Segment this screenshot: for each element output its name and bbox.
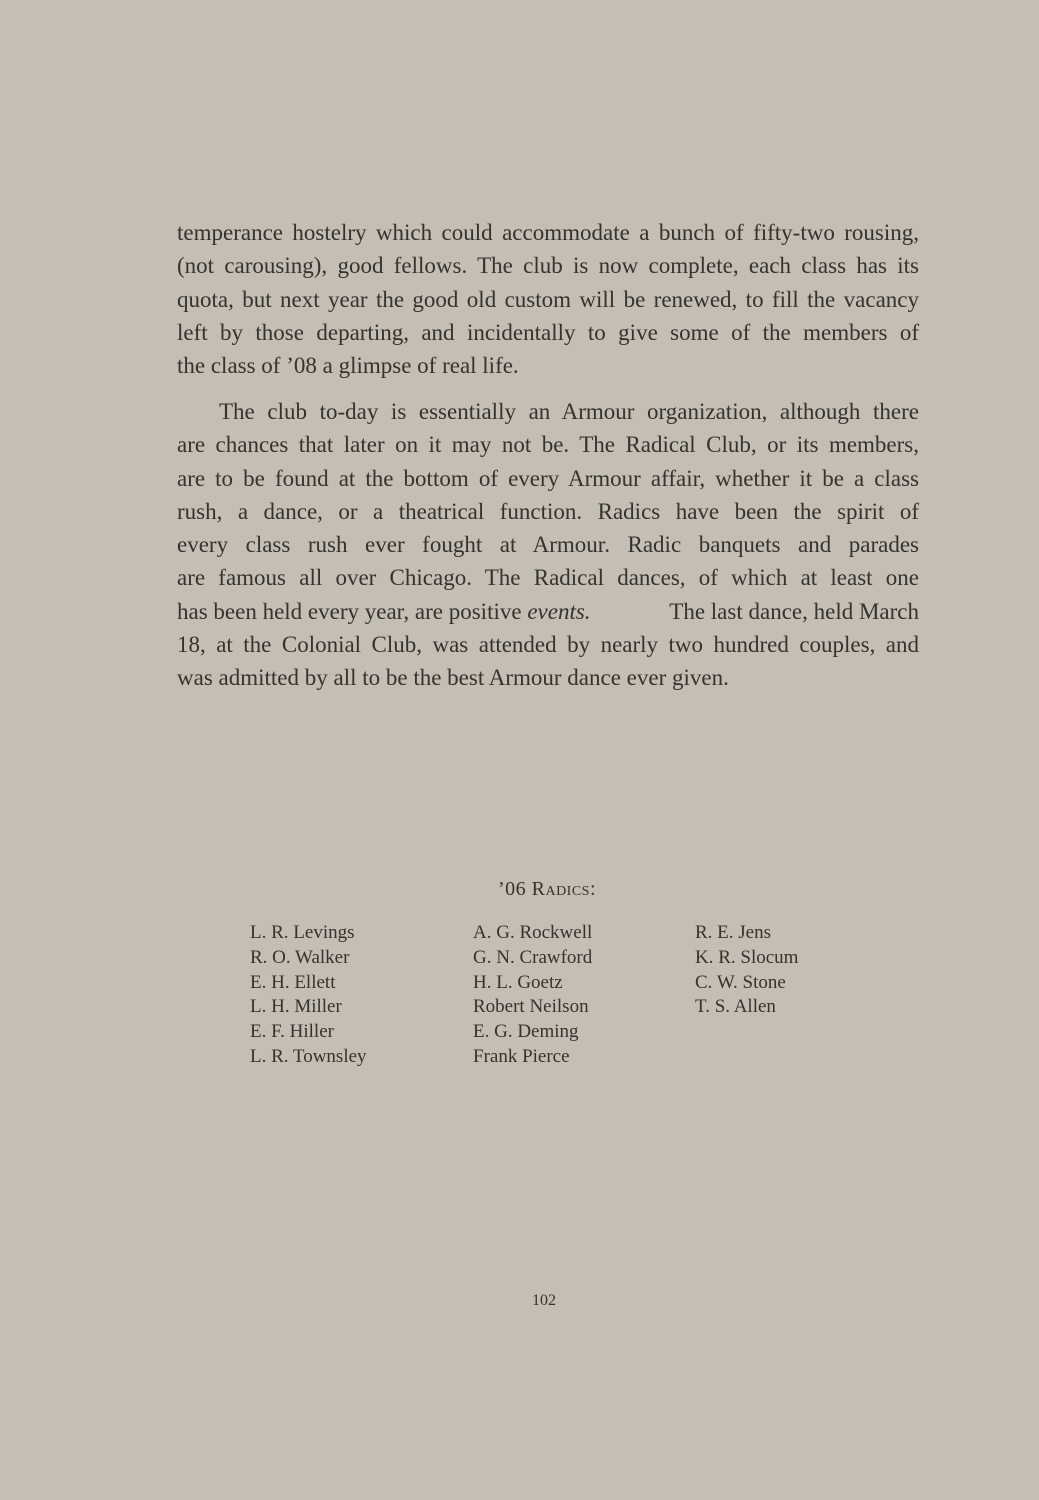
text-line: are chances that later on it may not be. The Radical Club, or its members, <box>177 432 919 458</box>
text-line: The club to-day is essentially an Armour organization, although there <box>219 399 919 424</box>
paragraph-2 <box>177 395 919 695</box>
member-name: E. H. Ellett <box>250 971 336 993</box>
member-name: L. H. Miller <box>250 996 342 1018</box>
roster-column-1 <box>250 921 367 1070</box>
member-name: E. F. Hiller <box>250 1021 334 1043</box>
text-line: are famous all over Chicago. The Radical dances, of which at least one <box>177 565 919 591</box>
member-name: Frank Pierce <box>473 1045 570 1067</box>
member-name: A. G. Rockwell <box>473 922 593 943</box>
member-name: L. R. Townsley <box>250 1045 367 1067</box>
text-line: 18, at the Colonial Club, was attended by nearly two hundred couples, and <box>177 632 919 658</box>
member-name: C. W. Stone <box>695 971 786 993</box>
page-number: 102 <box>532 1292 556 1309</box>
text-line: quota, but next year the good old custom will be renewed, to fill the vacancy <box>177 286 919 312</box>
member-name: G. N. Crawford <box>473 946 593 968</box>
text-line: the class of ’08 a glimpse of real life. <box>177 353 519 379</box>
text-segment: has been held every year, are positive <box>177 598 528 624</box>
member-name: K. R. Slocum <box>695 946 799 968</box>
text-line <box>177 595 919 628</box>
member-name: R. E. Jens <box>695 922 771 943</box>
roster-column-3 <box>695 921 798 1020</box>
member-name: Robert Neilson <box>473 996 589 1018</box>
roster-column-2 <box>473 921 592 1070</box>
member-name: T. S. Allen <box>695 996 776 1018</box>
roster-heading: ’06 Radics: <box>497 878 597 900</box>
paragraph-1 <box>177 216 919 382</box>
member-name: L. R. Levings <box>250 922 355 943</box>
text-line: every class rush ever fought at Armour. Radic banquets and parades <box>177 532 919 558</box>
text-line: rush, a dance, or a theatrical function. Radics have been the spirit of <box>177 498 919 524</box>
text-segment: The last dance, held March <box>658 598 919 624</box>
text-line: temperance hostelry which could accommodate a bunch of fifty-two rousing, <box>177 220 919 245</box>
text-line: was admitted by all to be the best Armour dance ever given. <box>177 665 729 691</box>
text-line: are to be found at the bottom of every Armour affair, whether it be a class <box>177 465 919 491</box>
text-line: left by those departing, and incidentally to give some of the members of <box>177 319 919 345</box>
text-line: (not carousing), good fellows. The club is now complete, each class has its <box>177 253 919 279</box>
member-name: H. L. Goetz <box>473 971 563 993</box>
member-name: R. O. Walker <box>250 946 350 968</box>
italic-word: events. <box>527 598 591 624</box>
member-name: E. G. Deming <box>473 1021 579 1043</box>
